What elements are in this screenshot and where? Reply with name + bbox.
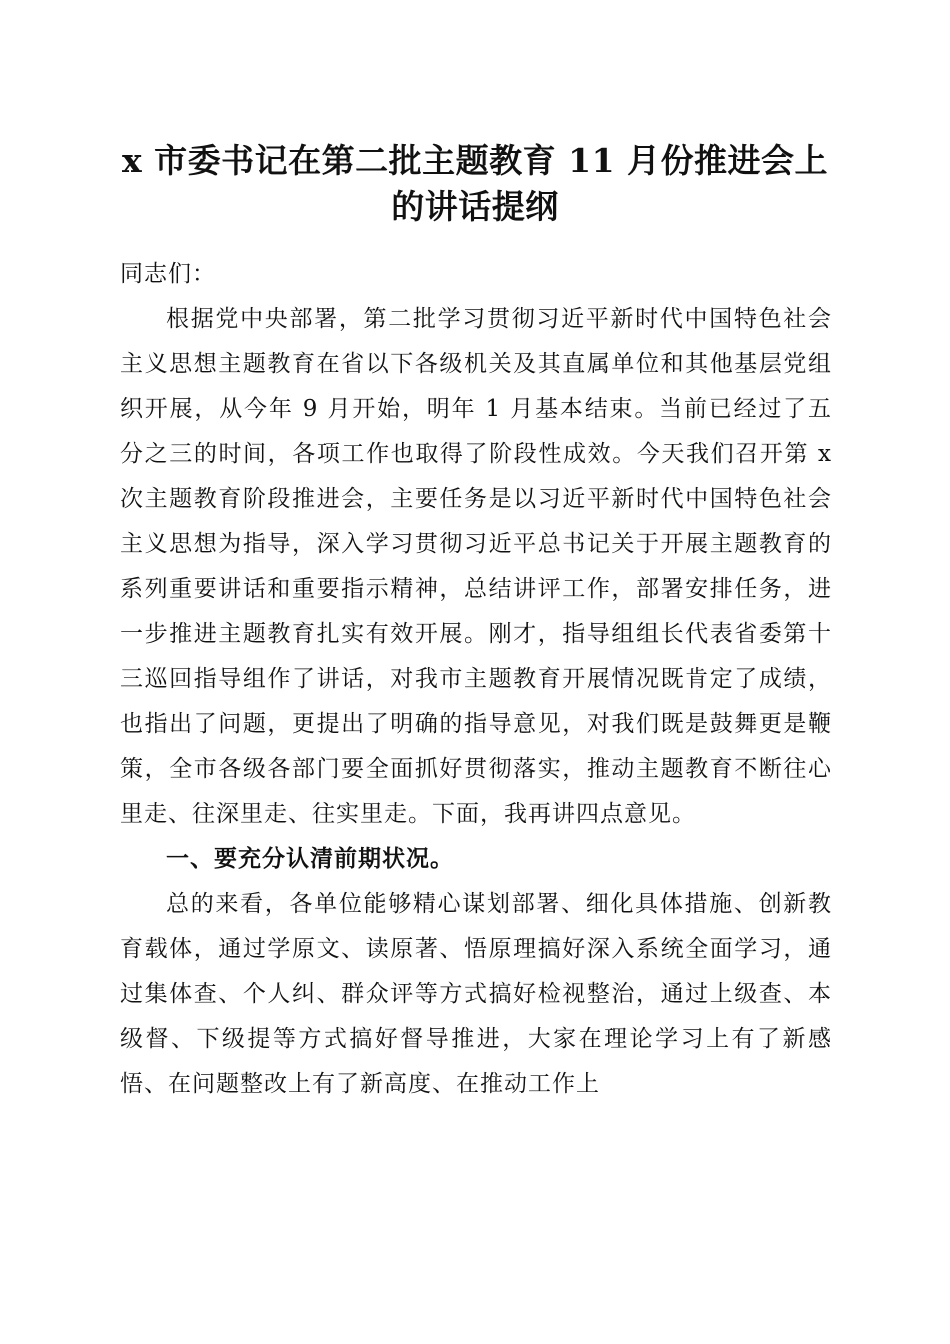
document-body [120, 252, 832, 1107]
paragraph-section-1: 总的来看，各单位能够精心谋划部署、细化具体措施、创新教育载体，通过学原文、读原著、悟原理搞好深入系统全面学习，通过集体查、个人纠、群众评等方式搞好检视整治，通过上级查、本级督、下级提等方式搞好督导推进，大家在理论学习上有了新感悟、在问题整改上有了新高度、在推动工作上 [120, 891, 832, 1097]
salutation: 同志们： [120, 261, 216, 287]
title-line-1: x 市委书记在第二批主题教育 11 月份推进会上 [121, 141, 829, 180]
document-title [100, 138, 850, 230]
paragraph-intro: 根据党中央部署，第二批学习贯彻习近平新时代中国特色社会主义思想主题教育在省以下各级机关及其直属单位和其他基层党组织开展，从今年 9 月开始，明年 1 月基本结束。当前已经过了五分之三的时间，各项工作也取得了阶段性成效。今天我们召开第 x 次主题教育阶段推进会，主要任务是以习近平新时代中国特色社会主义思想为指导，深入学习贯彻习近平总书记关于开展主题教育的系列重要讲话和重要指示精神，总结讲评工作，部署安排任务，进一步推进主题教育扎实有效开展。刚才，指导组组长代表省委第十三巡回指导组作了讲话，对我市主题教育开展情况既肯定了成绩，也指出了问题，更提出了明确的指导意见，对我们既是鼓舞更是鞭策，全市各级各部门要全面抓好贯彻落实，推动主题教育不断往心里走、往深里走、往实里走。下面，我再讲四点意见。 [120, 306, 832, 827]
title-line-2: 的讲话提纲 [391, 187, 559, 226]
section-heading-1: 一、要充分认清前期状况。 [166, 846, 454, 872]
